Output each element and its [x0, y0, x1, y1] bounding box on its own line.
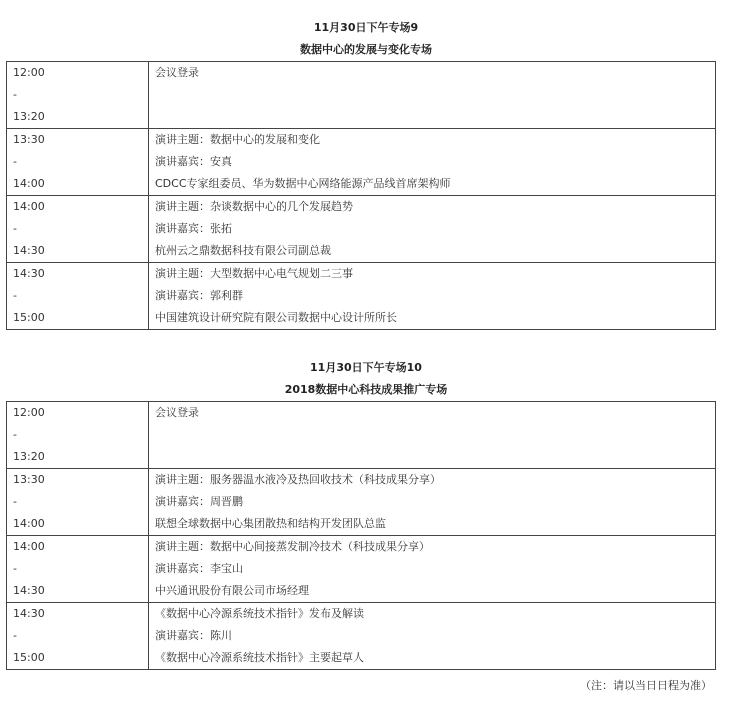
talk-topic: 演讲主题：数据中心间接蒸发制冷技术（科技成果分享） [155, 540, 430, 553]
start-time: 14:30 [13, 607, 45, 620]
start-time: 14:30 [13, 267, 45, 280]
end-time: 14:30 [13, 244, 45, 257]
talk-topic: 演讲主题：大型数据中心电气规划二三事 [155, 267, 353, 280]
end-time: 14:00 [13, 517, 45, 530]
table-row [7, 129, 716, 196]
session-title: 11月30日下午专场9 [313, 21, 419, 34]
time-cell [7, 469, 149, 536]
session-title: 11月30日下午专场10 [310, 361, 422, 374]
info-cell [149, 469, 716, 536]
time-separator: - [13, 495, 17, 508]
schedule-table-session-10 [6, 401, 716, 670]
info-cell [149, 603, 716, 670]
info-cell [149, 402, 716, 469]
session-subtitle: 2018数据中心科技成果推广专场 [284, 383, 448, 396]
time-separator: - [13, 629, 17, 642]
time-cell [7, 603, 149, 670]
info-cell [149, 263, 716, 330]
start-time: 14:00 [13, 200, 45, 213]
talk-speaker: 演讲嘉宾：周晋鹏 [155, 495, 243, 508]
time-cell [7, 196, 149, 263]
info-cell [149, 196, 716, 263]
speaker-title: 中国建筑设计研究院有限公司数据中心设计所所长 [155, 311, 397, 324]
talk-speaker: 演讲嘉宾：安真 [155, 155, 232, 168]
time-separator: - [13, 155, 17, 168]
info-cell [149, 129, 716, 196]
footer-note: （注：请以当日日程为准） [580, 679, 712, 692]
talk-speaker: 演讲嘉宾：郭利群 [155, 289, 243, 302]
time-separator: - [13, 562, 17, 575]
info-line [155, 106, 715, 128]
talk-speaker: 演讲嘉宾：陈川 [155, 629, 232, 642]
end-time: 14:00 [13, 177, 45, 190]
end-time: 14:30 [13, 584, 45, 597]
session-subtitle: 数据中心的发展与变化专场 [300, 43, 432, 56]
time-cell [7, 536, 149, 603]
start-time: 13:30 [13, 473, 45, 486]
speaker-title: 联想全球数据中心集团散热和结构开发团队总监 [155, 517, 386, 530]
end-time: 15:00 [13, 651, 45, 664]
time-separator: - [13, 428, 17, 441]
table-row [7, 536, 716, 603]
talk-speaker: 演讲嘉宾：张拓 [155, 222, 232, 235]
info-cell [149, 536, 716, 603]
talk-topic: 演讲主题：服务器温水液冷及热回收技术（科技成果分享） [155, 473, 441, 486]
start-time: 14:00 [13, 540, 45, 553]
speaker-title: 《数据中心冷源系统技术指针》主要起草人 [155, 651, 364, 664]
speaker-title: 中兴通讯股份有限公司市场经理 [155, 584, 309, 597]
time-separator: - [13, 289, 17, 302]
speaker-title: 杭州云之鼎数据科技有限公司副总裁 [155, 244, 331, 257]
talk-topic: 演讲主题：数据中心的发展和变化 [155, 133, 320, 146]
talk-topic: 演讲主题：杂谈数据中心的几个发展趋势 [155, 200, 353, 213]
info-line: 会议登录 [155, 66, 199, 79]
talk-topic: 《数据中心冷源系统技术指针》发布及解读 [155, 607, 364, 620]
time-separator: - [13, 222, 17, 235]
info-line [155, 424, 715, 446]
table-row [7, 196, 716, 263]
time-cell [7, 129, 149, 196]
time-separator: - [13, 88, 17, 101]
session-9-header [0, 17, 732, 61]
time-cell [7, 62, 149, 129]
table-row [7, 469, 716, 536]
time-cell [7, 402, 149, 469]
start-time: 13:30 [13, 133, 45, 146]
info-line: 会议登录 [155, 406, 199, 419]
end-time: 13:20 [13, 110, 45, 123]
end-time: 15:00 [13, 311, 45, 324]
table-row [7, 603, 716, 670]
end-time: 13:20 [13, 450, 45, 463]
table-row [7, 402, 716, 469]
table-row [7, 263, 716, 330]
time-cell [7, 263, 149, 330]
speaker-title: CDCC专家组委员、华为数据中心网络能源产品线首席架构师 [155, 177, 451, 190]
info-line [155, 84, 715, 106]
table-row [7, 62, 716, 129]
talk-speaker: 演讲嘉宾：李宝山 [155, 562, 243, 575]
session-10-header [0, 357, 732, 401]
schedule-table-session-9 [6, 61, 716, 330]
start-time: 12:00 [13, 406, 45, 419]
start-time: 12:00 [13, 66, 45, 79]
info-cell [149, 62, 716, 129]
info-line [155, 446, 715, 468]
